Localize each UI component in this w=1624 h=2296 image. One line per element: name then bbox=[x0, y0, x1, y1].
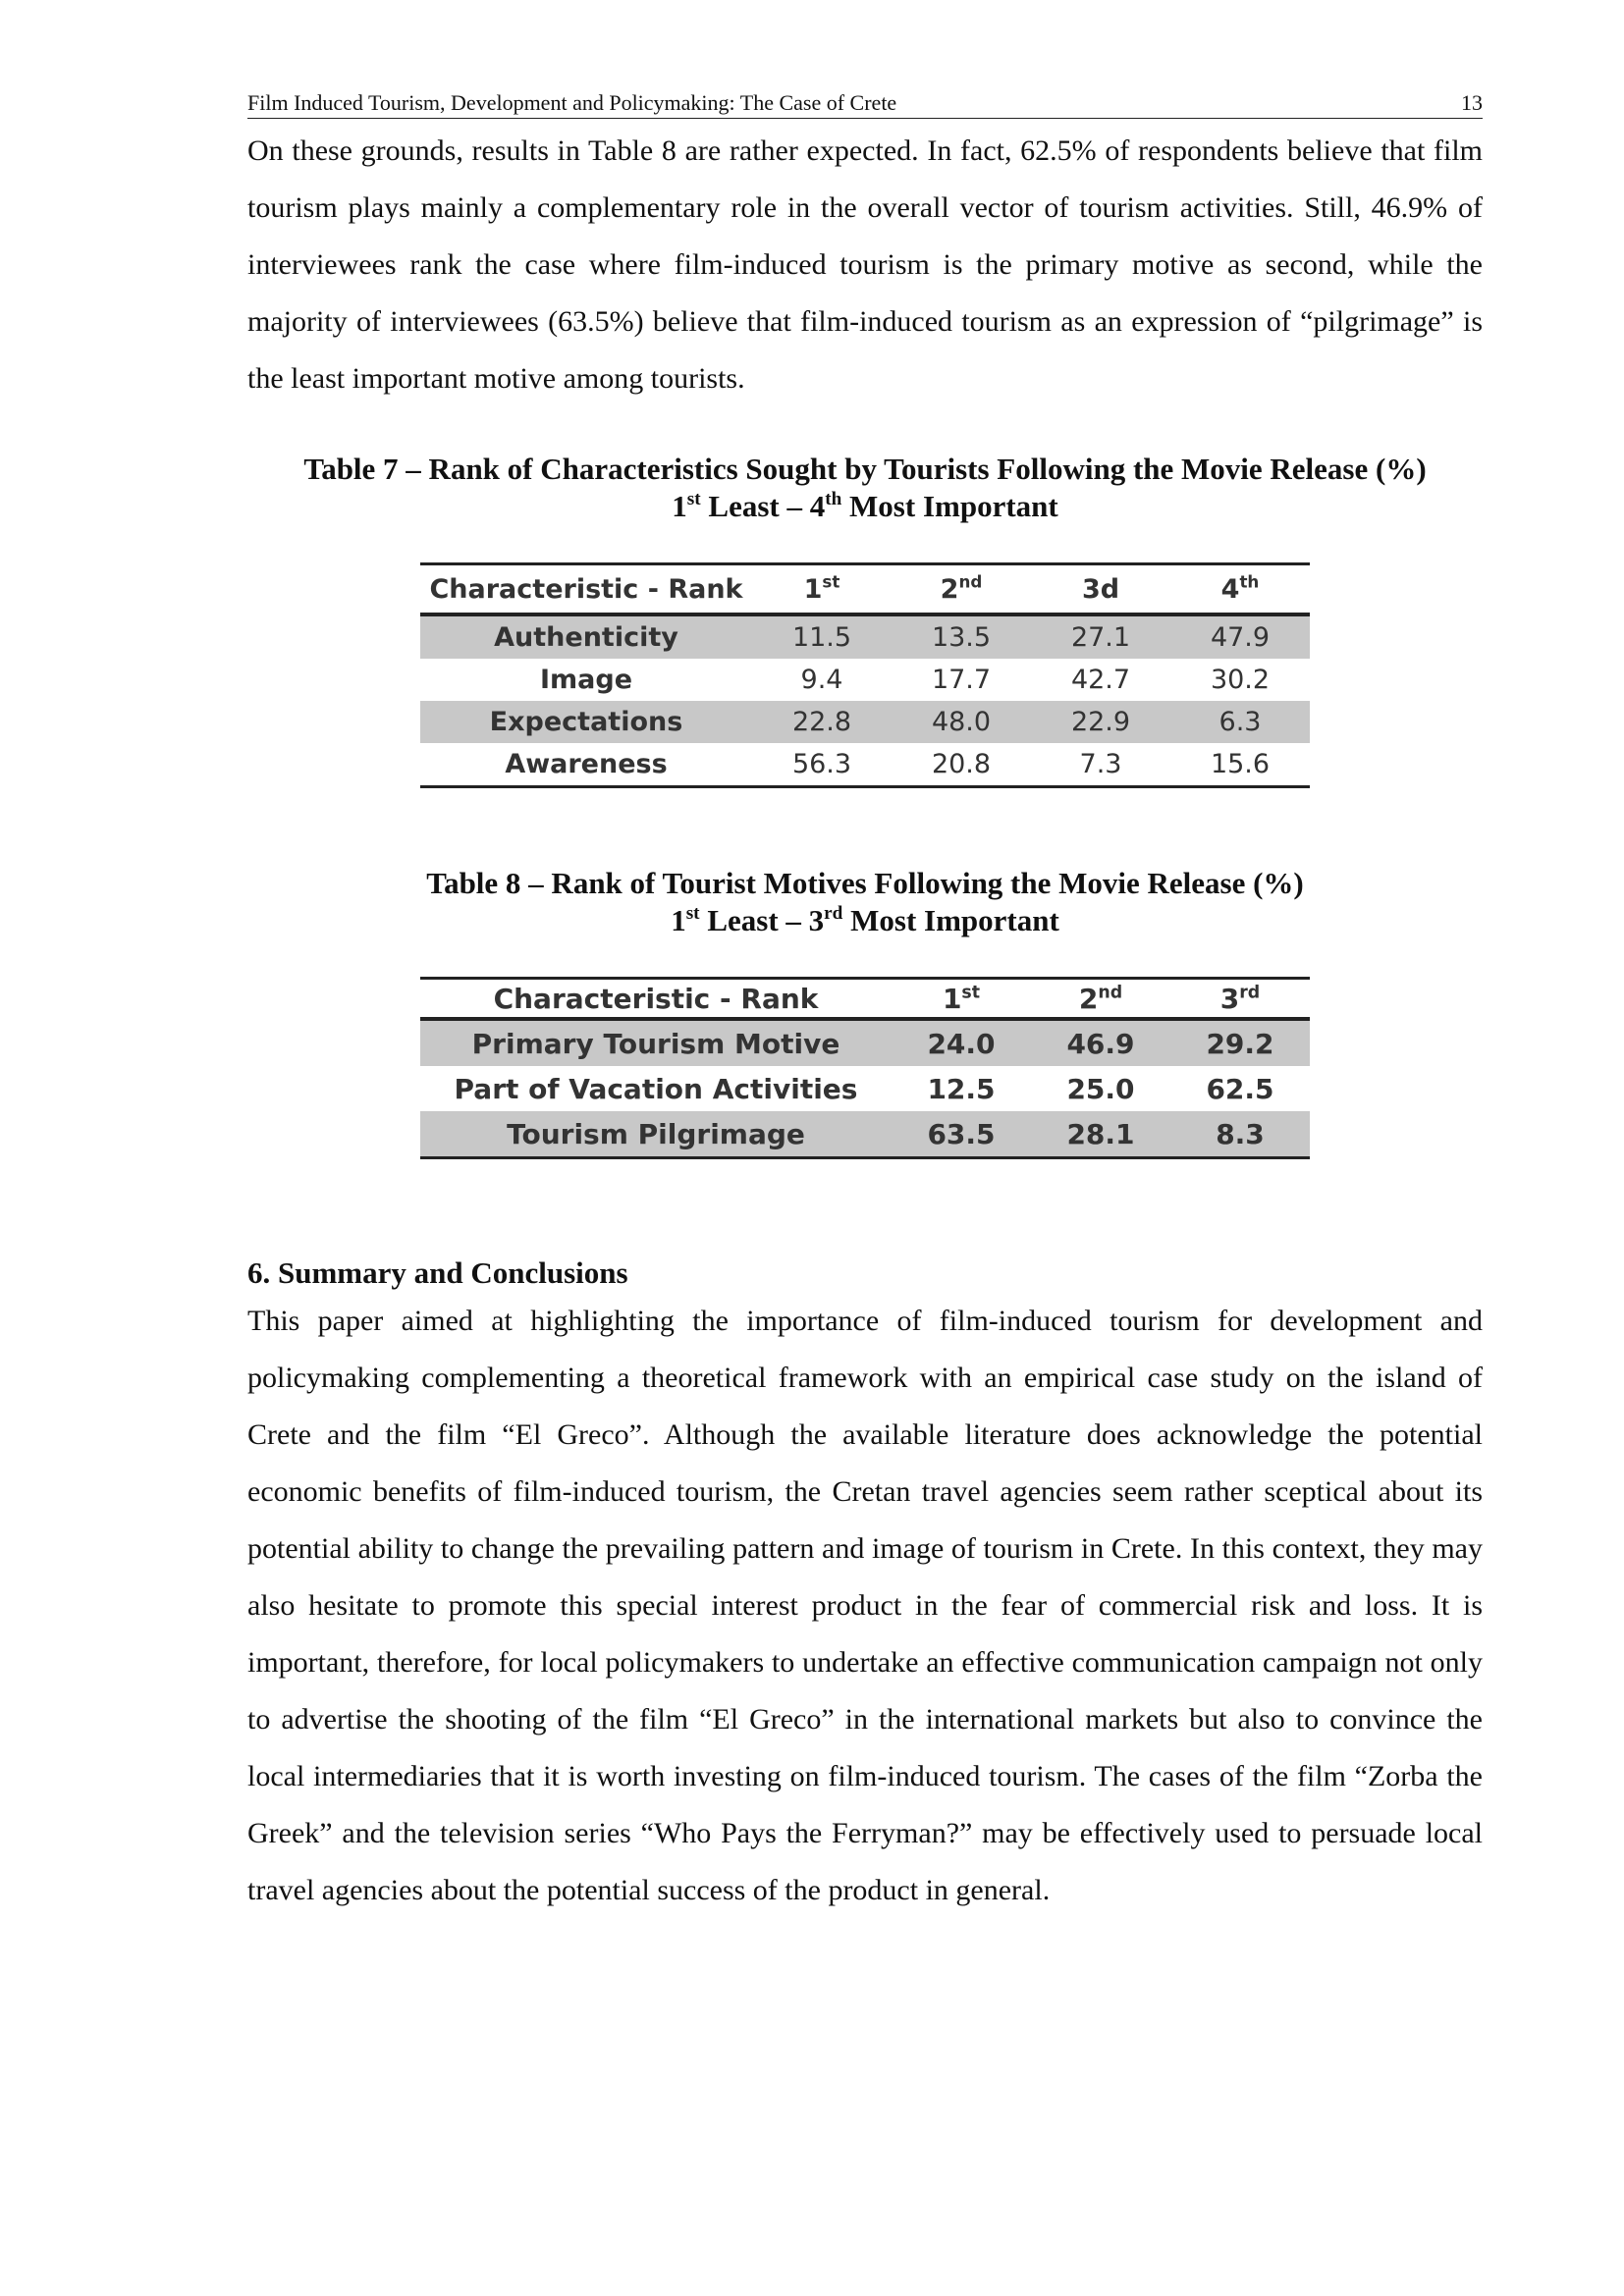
cell: 48.0 bbox=[931, 707, 992, 737]
table-row bbox=[420, 1019, 1310, 1066]
cell: 15.6 bbox=[1210, 749, 1271, 779]
table8-header-rank3: 3rd bbox=[1219, 982, 1261, 1015]
cell: 11.5 bbox=[791, 622, 852, 653]
table-row bbox=[420, 1066, 1310, 1111]
intro-paragraph: On these grounds, results in Table 8 are rather expected. In fact, 62.5% of respondents believe that film tourism plays mainly a complementary role in the overall vector of tourism activities. Still, 46.9% of interviewees rank the case where film-induced tourism is the primary motive as second, while the majority of interviewees (63.5%) believe that film-induced tourism as an expression of “pilgrimage” is the least important motive among tourists. bbox=[247, 134, 1483, 395]
table7-header-label: Characteristic - Rank bbox=[429, 573, 743, 605]
cell: 17.7 bbox=[931, 665, 992, 695]
table7-header-row bbox=[420, 564, 1310, 615]
cell: 28.1 bbox=[1066, 1117, 1135, 1150]
row-label: Image bbox=[539, 665, 633, 695]
cell: 24.0 bbox=[927, 1027, 996, 1060]
table7-header-rank4: 4th bbox=[1220, 571, 1260, 605]
section-heading: 6. Summary and Conclusions bbox=[247, 1255, 628, 1290]
cell: 25.0 bbox=[1066, 1072, 1135, 1105]
cell: 6.3 bbox=[1218, 707, 1262, 737]
table8-header-rank2: 2nd bbox=[1078, 982, 1123, 1015]
cell: 47.9 bbox=[1210, 622, 1271, 653]
row-label: Awareness bbox=[505, 749, 668, 779]
table7-subtitle: 1st Least – 4th Most Important bbox=[672, 489, 1058, 523]
cell: 30.2 bbox=[1210, 665, 1271, 695]
table-row bbox=[420, 614, 1310, 659]
cell: 46.9 bbox=[1066, 1027, 1135, 1060]
table8 bbox=[420, 977, 1310, 1159]
conclusion-paragraph: This paper aimed at highlighting the importance of film-induced tourism for development and policymaking complementing a theoretical framework with an empirical case study on the island of Crete and the film “El Greco”. Although the available literature does acknowledge the potential economic benefits of film-induced tourism, the Cretan travel agencies seem rather sceptical about its potential ability to change the prevailing pattern and image of tourism in Crete. In this context, they may also hesitate to promote this special interest product in the fear of commercial risk and loss. It is important, therefore, for local policymakers to undertake an effective communication campaign not only to advertise the shooting of the film “El Greco” in the international markets but also to convince the local intermediaries that it is worth investing on film-induced tourism. The cases of the film “Zorba the Greek” and the television series “Who Pays the Ferryman?” may be effectively used to persuade local travel agencies about the potential success of the product in general. bbox=[247, 1305, 1483, 1906]
table8-header-row bbox=[420, 979, 1310, 1020]
cell: 13.5 bbox=[931, 622, 992, 653]
cell: 22.8 bbox=[791, 707, 852, 737]
cell: 7.3 bbox=[1079, 749, 1122, 779]
table8-header-rank1: 1st bbox=[942, 982, 981, 1015]
paper-page bbox=[247, 90, 1483, 1919]
table-row bbox=[420, 743, 1310, 787]
cell: 63.5 bbox=[927, 1117, 996, 1150]
table8-wrapper bbox=[247, 977, 1483, 1159]
row-label: Tourism Pilgrimage bbox=[507, 1117, 805, 1150]
page-number: 13 bbox=[1461, 90, 1483, 115]
cell: 27.1 bbox=[1070, 622, 1131, 653]
table8-title: Table 8 – Rank of Tourist Motives Following the Movie Release (%) bbox=[426, 866, 1304, 900]
row-label: Authenticity bbox=[494, 622, 678, 653]
cell: 20.8 bbox=[931, 749, 992, 779]
running-title: Film Induced Tourism, Development and Policymaking: The Case of Crete bbox=[247, 90, 897, 115]
table7-wrapper bbox=[247, 562, 1483, 788]
cell: 22.9 bbox=[1070, 707, 1131, 737]
cell: 29.2 bbox=[1206, 1027, 1274, 1060]
table7-header-rank3: 3d bbox=[1081, 573, 1120, 605]
row-label: Expectations bbox=[489, 707, 683, 737]
cell: 9.4 bbox=[800, 665, 843, 695]
table7-title: Table 7 – Rank of Characteristics Sought by Tourists Following the Movie Release (%) bbox=[303, 452, 1427, 486]
table8-subtitle: 1st Least – 3rd Most Important bbox=[671, 903, 1059, 937]
row-label: Part of Vacation Activities bbox=[454, 1072, 858, 1105]
row-label: Primary Tourism Motive bbox=[471, 1027, 840, 1060]
table8-header-label: Characteristic - Rank bbox=[493, 982, 819, 1015]
table7-header-rank1: 1st bbox=[803, 571, 840, 605]
table7-header-rank2: 2nd bbox=[940, 571, 983, 605]
table-row bbox=[420, 659, 1310, 701]
table-row bbox=[420, 1111, 1310, 1158]
running-header bbox=[247, 90, 1483, 119]
cell: 12.5 bbox=[927, 1072, 996, 1105]
cell: 56.3 bbox=[791, 749, 852, 779]
cell: 8.3 bbox=[1216, 1117, 1265, 1150]
cell: 62.5 bbox=[1206, 1072, 1274, 1105]
table7 bbox=[420, 562, 1310, 788]
table-row bbox=[420, 701, 1310, 743]
cell: 42.7 bbox=[1070, 665, 1131, 695]
